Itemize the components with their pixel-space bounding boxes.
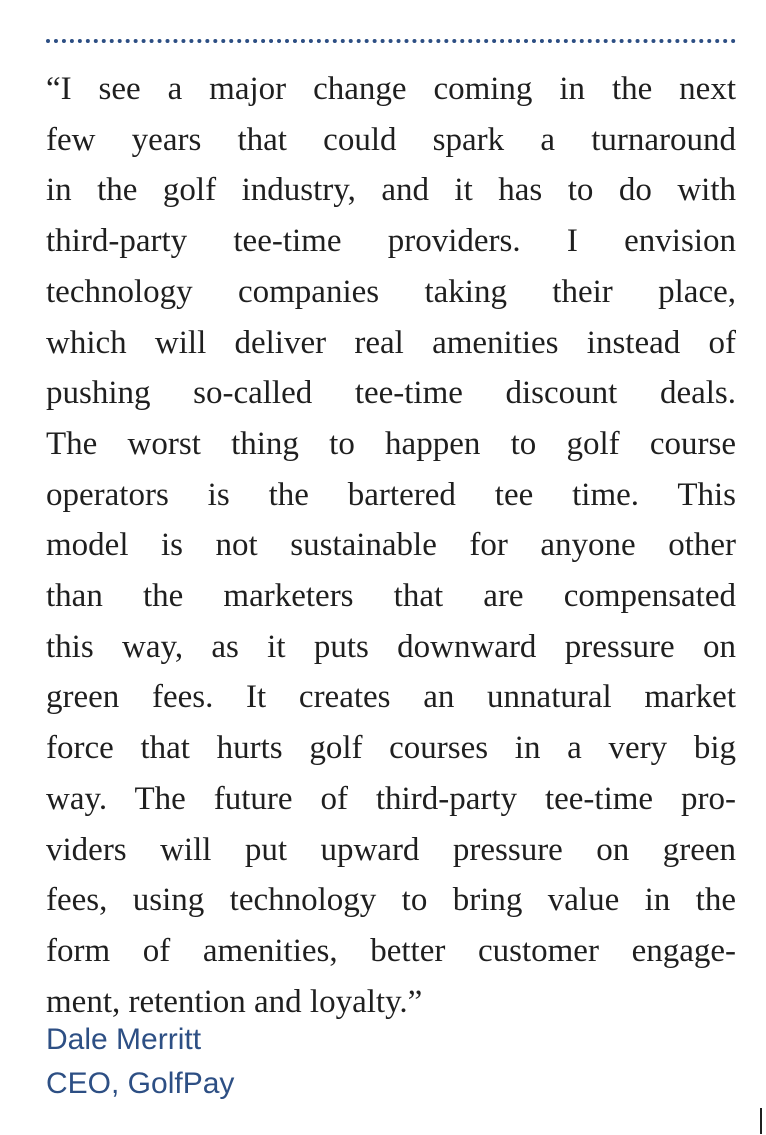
quote-line: fees, using technology to bring value in the bbox=[46, 882, 736, 919]
quote-line: form of amenities, better customer engage- bbox=[46, 932, 736, 969]
text-cursor-mark bbox=[760, 1108, 762, 1134]
quote-line: way. The future of third-party tee-time pro- bbox=[46, 780, 736, 817]
quote-line: ment, retention and loyalty.” bbox=[46, 983, 423, 1020]
quote-line: “I see a major change coming in the next bbox=[46, 71, 736, 107]
quote-line: green fees. It creates an unnatural market bbox=[46, 679, 736, 716]
pull-quote bbox=[46, 64, 736, 1027]
quote-line: in the golf industry, and it has to do with bbox=[46, 172, 736, 209]
quote-line: this way, as it puts downward pressure on bbox=[46, 628, 736, 665]
quote-line: few years that could spark a turnaround bbox=[46, 121, 736, 158]
dotted-divider bbox=[46, 39, 736, 43]
author-title: CEO, GolfPay bbox=[46, 1067, 235, 1100]
author-name: Dale Merritt bbox=[46, 1023, 202, 1056]
quote-line: technology companies taking their place, bbox=[46, 273, 736, 310]
quote-line: model is not sustainable for anyone other bbox=[46, 527, 736, 564]
quote-attribution bbox=[46, 1018, 234, 1106]
quote-line: which will deliver real amenities instead of bbox=[46, 324, 736, 361]
quote-line: viders will put upward pressure on green bbox=[46, 831, 736, 868]
quote-line: The worst thing to happen to golf course bbox=[46, 425, 736, 462]
quote-line: pushing so-called tee-time discount deals. bbox=[46, 375, 736, 412]
quote-line: third-party tee-time providers. I envision bbox=[46, 223, 736, 260]
quote-line: operators is the bartered tee time. This bbox=[46, 476, 736, 513]
quote-line: than the marketers that are compensated bbox=[46, 578, 736, 615]
quote-line: force that hurts golf courses in a very big bbox=[46, 730, 736, 767]
